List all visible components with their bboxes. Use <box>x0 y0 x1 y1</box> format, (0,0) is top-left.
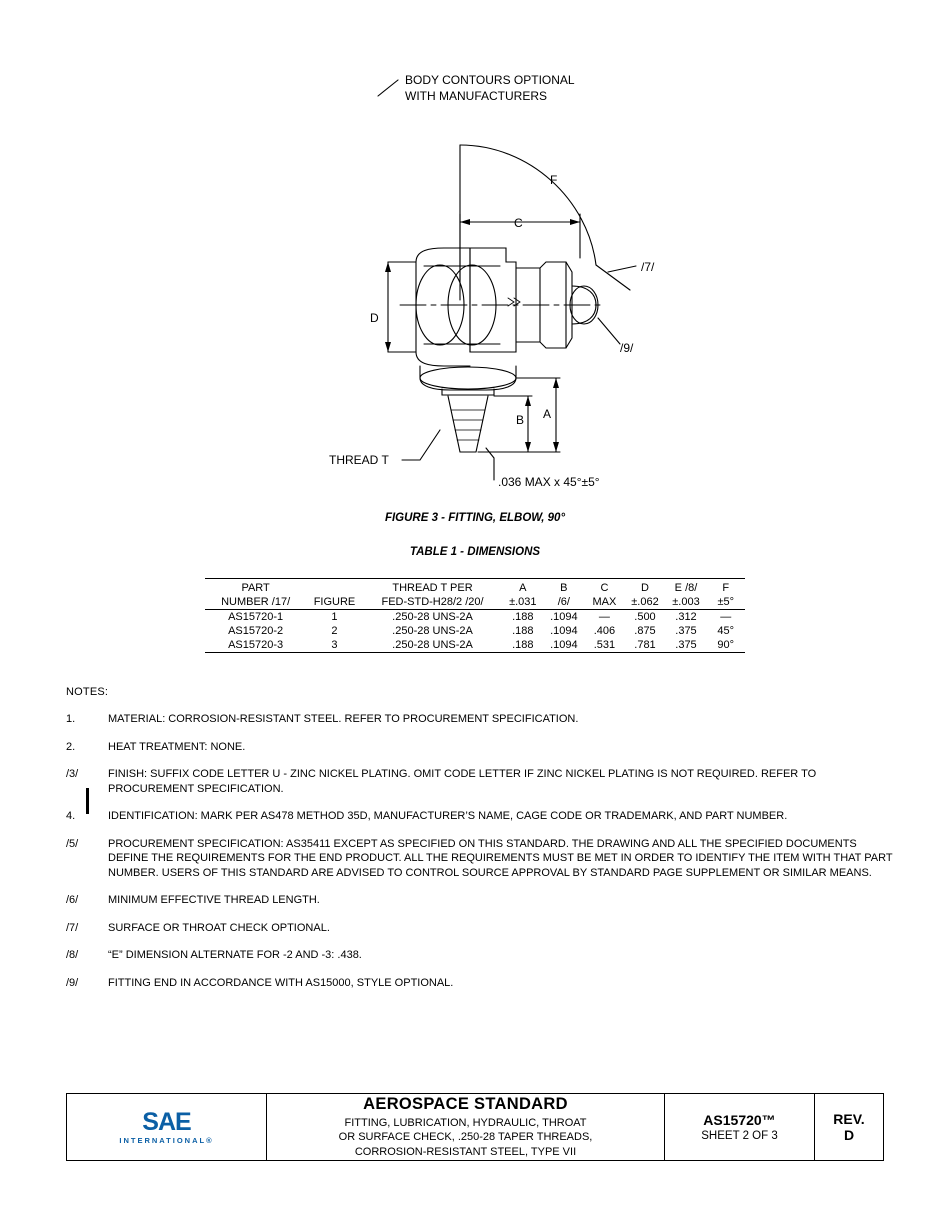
note-ref-9: /9/ <box>620 341 634 355</box>
header-e-tol: ±.003 <box>672 596 700 608</box>
dimension-label-F: F <box>550 173 558 187</box>
cell-part-number: AS15720-1 <box>228 611 284 623</box>
note-number: 1. <box>66 713 76 725</box>
cell-thread: .250-28 UNS-2A <box>392 611 473 623</box>
note-number: /8/ <box>66 949 79 962</box>
cell-c: .531 <box>593 639 616 651</box>
sae-logo <box>119 1107 214 1145</box>
header-figure: FIGURE <box>313 596 356 608</box>
callout-leader <box>378 80 398 96</box>
header-c: C <box>600 582 609 594</box>
header-b-tol: /6/ <box>557 596 570 608</box>
cell-e: .375 <box>675 625 697 637</box>
table-body <box>205 610 745 653</box>
note-number: /5/ <box>66 837 79 850</box>
technical-drawing <box>0 0 950 500</box>
note-item <box>66 712 896 727</box>
note-item <box>66 809 896 824</box>
table-row <box>205 638 745 653</box>
table-header-row-1 <box>205 579 745 596</box>
dimension-label-C: C <box>514 216 523 230</box>
callout-text-line2: WITH MANUFACTURERS <box>405 89 547 103</box>
cell-a: .188 <box>512 639 534 651</box>
cell-e: .312 <box>675 611 697 623</box>
sheet-number: SHEET 2 OF 3 <box>701 1130 778 1142</box>
table-header <box>205 579 745 610</box>
note-text: FITTING END IN ACCORDANCE WITH AS15000, STYLE OPTIONAL. <box>108 976 454 989</box>
note-item <box>66 976 896 991</box>
header-figure-blank <box>306 579 363 596</box>
cell-a: .188 <box>512 611 534 623</box>
header-part-number: NUMBER /17/ <box>221 596 291 608</box>
thread-t-label: THREAD T <box>329 453 389 467</box>
header-f-tol: ±5° <box>717 596 735 608</box>
note-text: “E” DIMENSION ALTERNATE FOR -2 AND -3: .438. <box>108 949 362 962</box>
note-ref-7: /7/ <box>641 260 655 274</box>
cell-part-number: AS15720-3 <box>228 639 284 651</box>
dimension-label-A: A <box>543 407 552 421</box>
header-e: E /8/ <box>674 582 698 594</box>
dimension-label-D: D <box>370 311 379 325</box>
header-thread-standard: FED-STD-H28/2 /20/ <box>381 596 484 608</box>
revision-change-bar <box>86 788 89 814</box>
header-a-tol: ±.031 <box>509 596 537 608</box>
header-part: PART <box>241 582 270 594</box>
note-text: MINIMUM EFFECTIVE THREAD LENGTH. <box>108 894 320 907</box>
title-block <box>66 1093 884 1161</box>
cell-e: .375 <box>675 639 697 651</box>
notes-title: NOTES: <box>66 686 109 698</box>
document-subtitle-line-2: OR SURFACE CHECK, .250-28 TAPER THREADS, <box>338 1131 593 1144</box>
document-subtitle-line-1: FITTING, LUBRICATION, HYDRAULIC, THROAT <box>344 1117 587 1130</box>
cell-c: — <box>598 611 610 623</box>
revision-cell <box>815 1094 883 1160</box>
note-item <box>66 893 896 908</box>
note-text: FINISH: SUFFIX CODE LETTER U - ZINC NICKEL PLATING. OMIT CODE LETTER IF ZINC NICKEL PLATING IS NOT REQUIRED. REFER TO PROCUREMENT SPECIFICATION. <box>108 768 817 795</box>
note-number: 2. <box>66 740 76 753</box>
cell-c: .406 <box>593 625 616 637</box>
cell-f: 90° <box>717 639 735 651</box>
header-b: B <box>560 582 568 594</box>
table-caption: TABLE 1 - DIMENSIONS <box>409 546 541 558</box>
header-f: F <box>722 582 730 594</box>
sae-logo-wordmark: SAE <box>142 1107 191 1136</box>
notes-section <box>66 686 896 1003</box>
note-text: SURFACE OR THROAT CHECK OPTIONAL. <box>108 921 330 934</box>
dimensions-table <box>205 578 745 653</box>
note-item <box>66 921 896 936</box>
note-text: HEAT TREATMENT: NONE. <box>108 740 246 753</box>
cell-f: — <box>720 611 732 623</box>
cell-d: .781 <box>634 639 656 651</box>
table-row <box>205 624 745 638</box>
sae-logo-cell <box>67 1094 267 1160</box>
cell-figure: 3 <box>331 639 338 651</box>
note-text: IDENTIFICATION: MARK PER AS478 METHOD 35D, MANUFACTURER’S NAME, CAGE CODE OR TRADEMARK, AND PART NUMBER. <box>108 810 788 823</box>
note-number: 4. <box>66 810 76 823</box>
document-title-cell <box>267 1094 665 1160</box>
note-item <box>66 767 896 796</box>
cell-part-number: AS15720-2 <box>228 625 284 637</box>
cell-f: 45° <box>717 625 735 637</box>
revision-value: D <box>843 1127 855 1143</box>
note-number: /6/ <box>66 894 79 907</box>
header-d-tol: ±.062 <box>631 596 659 608</box>
header-thread: THREAD T PER <box>392 582 473 594</box>
chamfer-note: .036 MAX x 45°±5° <box>498 475 600 489</box>
dimension-label-B: B <box>516 413 525 427</box>
note-item <box>66 837 896 881</box>
cell-figure: 2 <box>331 625 338 637</box>
table-header-row-2 <box>205 595 745 610</box>
document-number-cell <box>665 1094 815 1160</box>
cell-thread: .250-28 UNS-2A <box>392 639 473 651</box>
cell-d: .875 <box>634 625 656 637</box>
cell-b: .1094 <box>550 625 578 637</box>
document-number: AS15720™ <box>703 1112 776 1128</box>
note-number: /3/ <box>66 768 79 781</box>
fitting-elbow-drawing <box>0 0 950 500</box>
document-subtitle-line-3: CORROSION-RESISTANT STEEL, TYPE VII <box>354 1145 577 1158</box>
header-c-tol: MAX <box>592 596 617 608</box>
cell-b: .1094 <box>550 639 578 651</box>
cell-thread: .250-28 UNS-2A <box>392 625 473 637</box>
header-d: D <box>641 582 649 594</box>
revision-label: REV. <box>833 1111 865 1127</box>
note-item <box>66 740 896 755</box>
callout-text-line1: BODY CONTOURS OPTIONAL <box>405 73 575 87</box>
cell-d: .500 <box>634 611 656 623</box>
cell-b: .1094 <box>550 611 578 623</box>
note-number: /7/ <box>66 921 79 934</box>
document-main-title: AEROSPACE STANDARD <box>363 1095 568 1114</box>
figure-caption: FIGURE 3 - FITTING, ELBOW, 90° <box>384 512 566 524</box>
note-text: MATERIAL: CORROSION-RESISTANT STEEL. REFER TO PROCUREMENT SPECIFICATION. <box>108 713 579 725</box>
cell-figure: 1 <box>331 611 338 623</box>
note-item <box>66 948 896 963</box>
header-a: A <box>519 582 527 594</box>
table-row <box>205 610 745 625</box>
note-text: PROCUREMENT SPECIFICATION: AS35411 EXCEPT AS SPECIFIED ON THIS STANDARD. THE DRAWING AND ALL THE SPECIFIED DOCUMENTS DEFINE THE REQUIREMENTS FOR THE END PRODUCT. ALL THE REQUIREMENTS MUST BE MET IN ORDER TO IDENTIFY THE ITEM WITH THAT PART NUMBER. USERS OF THIS STANDARD ARE ADVISED TO CONTROL SOURCE APPROVAL BY STANDARD PAGE SUPPLEMENT OR SIMILAR MEANS. <box>108 837 893 879</box>
note-number: /9/ <box>66 976 79 989</box>
cell-a: .188 <box>512 625 534 637</box>
sae-logo-subtext: INTERNATIONAL® <box>119 1135 214 1145</box>
